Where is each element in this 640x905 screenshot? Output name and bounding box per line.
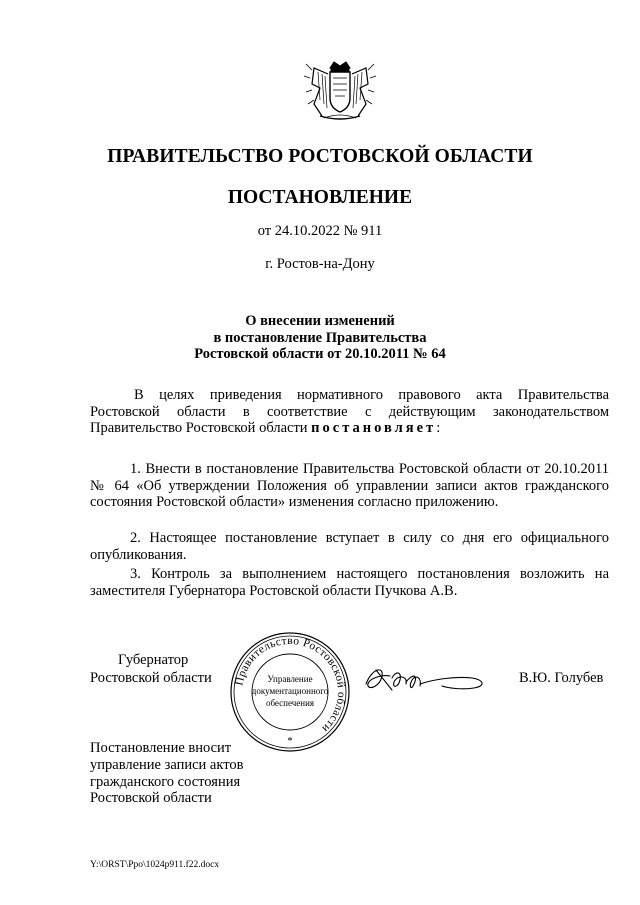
stamp-outer-text: Правительство Ростовской области: [233, 634, 348, 735]
svg-text:Правительство Ростовской облас: [233, 635, 347, 735]
handwritten-signature-icon: [362, 660, 492, 700]
submitted-by-block: [90, 740, 243, 807]
list-item: [90, 530, 609, 563]
subject-line-1: О внесении изменений: [245, 313, 395, 329]
submitted-by-line-3: гражданского состояния: [90, 773, 241, 790]
submitted-by-line-2: управление записи актов: [90, 756, 244, 773]
stamp-inner-line-2: документационного: [251, 686, 329, 696]
document-type-title: ПОСТАНОВЛЕНИЕ: [227, 187, 413, 208]
city: г. Ростов-на-Дону: [265, 256, 375, 272]
stamp-star: *: [287, 735, 293, 747]
item-number: 2.: [130, 530, 141, 546]
list-item: [90, 566, 609, 599]
item-number: 3.: [130, 566, 141, 582]
signatory-title-line-1: Губернатор: [118, 652, 189, 668]
stamp-inner-line-1: Управление: [267, 674, 313, 684]
coat-of-arms-icon: [300, 60, 380, 122]
decree-word: постановляет: [311, 420, 437, 437]
government-title: ПРАВИТЕЛЬСТВО РОСТОВСКОЙ ОБЛАСТИ: [107, 146, 533, 167]
list-item: [90, 461, 609, 511]
official-stamp: [228, 630, 352, 754]
signatory-title-line-2: Ростовской области: [90, 670, 212, 686]
subject-line-2: в постановление Правительства: [213, 329, 427, 346]
file-path: Y:\ORST\Ppo\1024p911.f22.docx: [90, 860, 220, 870]
preamble-paragraph: [90, 387, 609, 437]
submitted-by-line-4: Ростовской области: [90, 790, 212, 807]
item-number: 1.: [130, 461, 141, 477]
preamble-colon: :: [436, 420, 441, 437]
subject-heading: [0, 313, 640, 363]
date-number: от 24.10.2022 № 911: [257, 223, 383, 239]
subject-line-3: Ростовской области от 20.10.2011 № 64: [194, 346, 446, 362]
signatory-name: В.Ю. Голубев: [519, 670, 604, 686]
item-text: Контроль за выполнением настоящего постановления возложить на заместителя Губернатора Ростовской области Пучкова А.В.: [90, 566, 610, 599]
preamble-text: В целях приведения нормативного правового акта Правительства Ростовской области в соответствие с действующим законодательством Правительство Ростовской области: [90, 387, 609, 437]
item-text: Внести в постановление Правительства Ростовской области от 20.10.2011 № 64 «Об утверждении Положения об управлении записи актов гражданского состояния Ростовской области» изменения согласно приложению.: [90, 461, 609, 511]
item-text: Настоящее постановление вступает в силу со дня его официального опубликования.: [90, 530, 609, 563]
stamp-inner-line-3: обеспечения: [265, 698, 315, 708]
submitted-by-line-1: Постановление вносит: [90, 740, 232, 756]
